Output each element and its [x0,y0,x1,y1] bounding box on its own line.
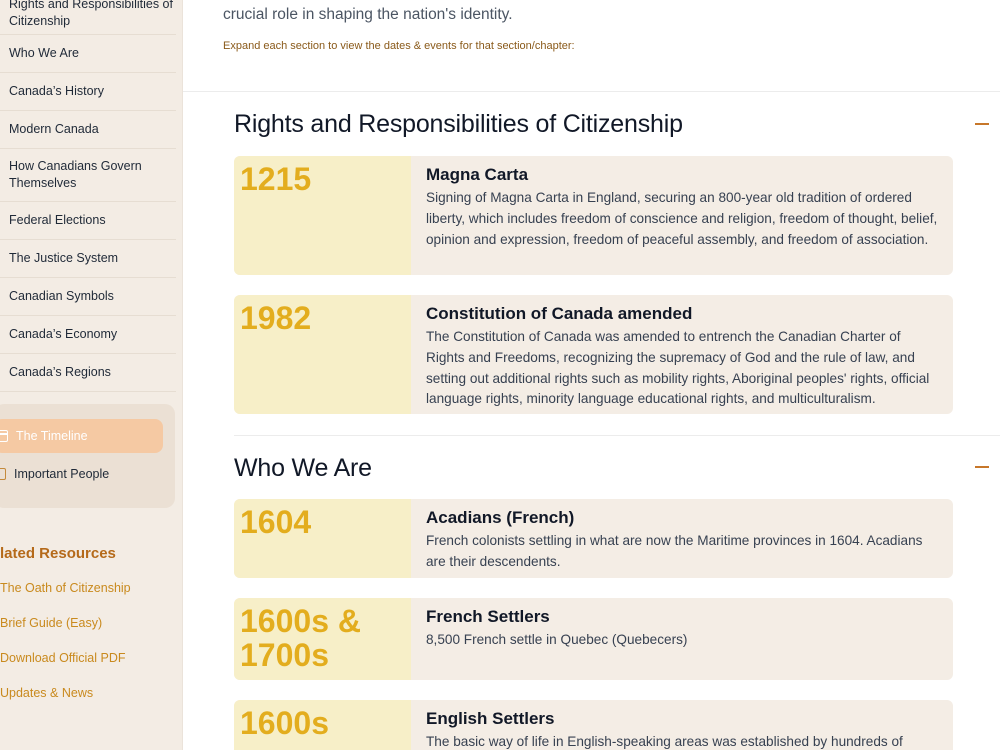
tools-panel [0,404,175,508]
updates-news-link[interactable]: Updates & News [0,686,94,700]
timeline-event [234,295,953,414]
section-divider [183,91,1000,92]
event-title: English Settlers [426,709,555,728]
sidebar-item-elections[interactable] [0,202,176,240]
sidebar-item-label: Who We Are [9,46,79,60]
timeline-event [234,700,953,750]
timeline-event [234,598,953,680]
intro-text: crucial role in shaping the nation's identity. [223,6,513,23]
sidebar-item-label: How Canadians Govern Themselves [9,159,142,190]
download-pdf-link[interactable]: Download Official PDF [0,651,126,665]
event-title: Acadians (French) [426,508,575,527]
important-people-link[interactable] [0,457,163,491]
event-year: 1215 [240,161,312,197]
event-description: French colonists settling in what are now the Maritime provinces in 1604. Acadians are their descendents. [426,533,923,569]
sidebar-item-symbols[interactable] [0,278,176,316]
sidebar-item-justice[interactable] [0,240,176,278]
timeline-event [234,156,953,275]
sidebar-item-label: Canada’s Regions [9,365,111,379]
event-description: The basic way of life in English-speaking areas was established by hundreds of [426,734,903,749]
event-year: 1600s [240,705,329,741]
sidebar-item-label: Canada’s Economy [9,327,118,341]
sidebar-item-modern-canada[interactable] [0,111,176,149]
sidebar-item-label: The Justice System [9,251,119,265]
sidebar-item-rights[interactable] [0,0,176,35]
event-year: 1604 [240,504,312,540]
collapse-icon[interactable] [975,466,989,468]
event-year: 1600s & 1700s [240,603,361,673]
sidebar [0,0,183,750]
timeline-link[interactable] [0,419,163,453]
related-resources-heading: lated Resources [0,545,116,562]
intro-note: Expand each section to view the dates & events for that section/chapter: [223,40,575,52]
event-title: Constitution of Canada amended [426,304,693,323]
oath-link[interactable]: The Oath of Citizenship [0,581,131,595]
sidebar-item-economy[interactable] [0,316,176,354]
event-year: 1982 [240,300,312,336]
sidebar-item-who-we-are[interactable] [0,35,176,73]
brief-guide-link[interactable]: Brief Guide (Easy) [0,616,103,630]
sidebar-item-label: Canada’s History [9,84,104,98]
sidebar-item-label: Modern Canada [9,122,99,136]
section-title-rights[interactable]: Rights and Responsibilities of Citizenship [234,110,683,138]
collapse-icon[interactable] [975,123,989,125]
sidebar-item-history[interactable] [0,73,176,111]
sidebar-item-label: Canadian Symbols [9,289,114,303]
sidebar-item-label: Rights and Responsibilities of Citizenship [9,0,173,28]
section-divider [234,435,1000,436]
sidebar-item-regions[interactable] [0,354,176,392]
timeline-event [234,499,953,578]
section-title-who-we-are[interactable]: Who We Are [234,454,372,482]
timeline-label: The Timeline [16,429,88,443]
sidebar-item-govern[interactable] [0,149,176,202]
sidebar-item-label: Federal Elections [9,213,106,227]
main-content [183,0,1000,750]
calendar-icon [0,430,8,442]
event-title: Magna Carta [426,165,529,184]
event-description: The Constitution of Canada was amended to entrench the Canadian Charter of Rights and Freedoms, recognizing the supremacy of God and the rule of law, and setting out additional rights such as mobility rights, Aboriginal peoples' rights, official language rights, minority language educational rights, and multiculturalism. [426,329,930,407]
event-title: French Settlers [426,607,550,626]
event-description: Signing of Magna Carta in England, securing an 800-year old tradition of ordered liberty, which includes freedom of conscience and religion, freedom of thought, belief, opinion and expression, freedom of peaceful assembly, and freedom of association. [426,190,938,247]
person-icon [0,468,6,480]
event-description: 8,500 French settle in Quebec (Quebecers) [426,632,688,647]
important-people-label: Important People [14,467,110,481]
